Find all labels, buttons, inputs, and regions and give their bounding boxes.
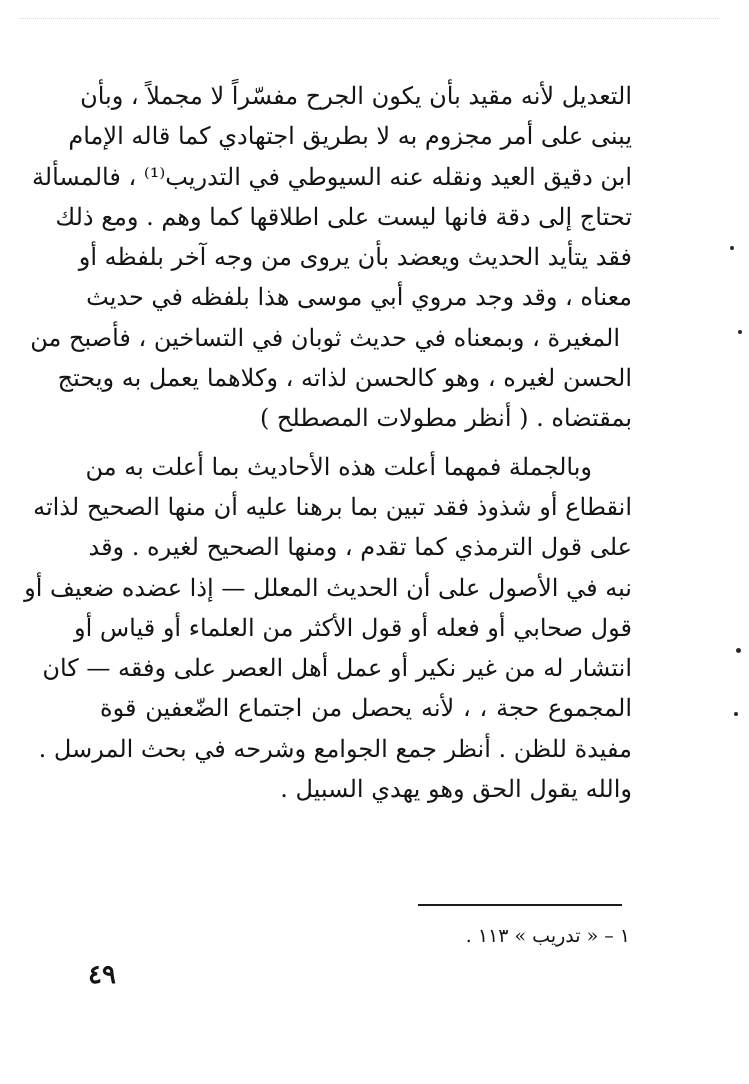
footnote: ١ – « تدريب » ١١٣ .	[465, 925, 630, 947]
text-line: بمقتضاه . ( أنظر مطولات المصطلح )	[259, 404, 632, 433]
text-line: مفيدة للظن . أنظر جمع الجوامع وشرحه في بحث المرسل .	[38, 734, 632, 763]
text-line: وبالجملة فمهما أعلت هذه الأحاديث بما أعلت به من	[85, 452, 592, 481]
scan-speck	[736, 648, 741, 653]
paragraph-2	[24, 447, 633, 810]
text-line: معناه ، وقد وجد مروي أبي موسى هذا بلفظه في حديث	[86, 283, 632, 312]
text-line: الحسن لغيره ، وهو كالحسن لذاته ، وكلاهما يعمل به ويحتج	[57, 364, 632, 393]
text-line: يبنى على أمر مجزوم به لا بطريق اجتهادي كما قاله الإمام	[68, 122, 632, 151]
text-line: فقد يتأيد الحديث ويعضد بأن يروى من وجه آخر بلفظه أو	[78, 243, 632, 272]
text-line: قول صحابي أو فعله أو قول الأكثر من العلماء أو قياس أو	[74, 613, 632, 642]
text-line: نبه في الأصول على أن الحديث المعلل — إذا عضده ضعيف أو	[24, 573, 632, 602]
scan-speck	[734, 712, 738, 716]
text-line: تحتاج إلى دقة فانها ليست على اطلاقها كما وهم . ومع ذلك	[55, 202, 632, 231]
text-line: على قول الترمذي كما تقدم ، ومنها الصحيح لغيره . وقد	[88, 533, 632, 562]
footnote-divider	[418, 904, 622, 906]
text-line: التعديل لأنه مقيد بأن يكون الجرح مفسّراً لا مجملاً ، وبأن	[80, 82, 632, 110]
main-text	[24, 76, 633, 809]
scan-speck	[730, 246, 734, 250]
text-line: المجموع حجة ، ، لأنه يحصل من اجتماع الضّعفين قوة	[100, 694, 633, 723]
scan-edge-dots	[20, 18, 720, 21]
paragraph-1	[30, 76, 632, 439]
text-line: انتشار له من غير نكير أو عمل أهل العصر على وفقه — كان	[42, 654, 632, 683]
scan-speck	[738, 330, 742, 334]
text-line: المغيرة ، وبمعناه في حديث ثوبان في التساخين ، فأصبح من	[30, 323, 620, 352]
text-line: والله يقول الحق وهو يهدي السبيل .	[280, 775, 632, 804]
text-line: انقطاع أو شذوذ فقد تبين بما برهنا عليه أن منها الصحيح لذاته	[33, 492, 632, 521]
page-number: ٤٩	[88, 960, 116, 990]
text-line: ابن دقيق العيد ونقله عنه السيوطي في التدريب⁽¹⁾ ، فالمسألة	[31, 162, 632, 191]
